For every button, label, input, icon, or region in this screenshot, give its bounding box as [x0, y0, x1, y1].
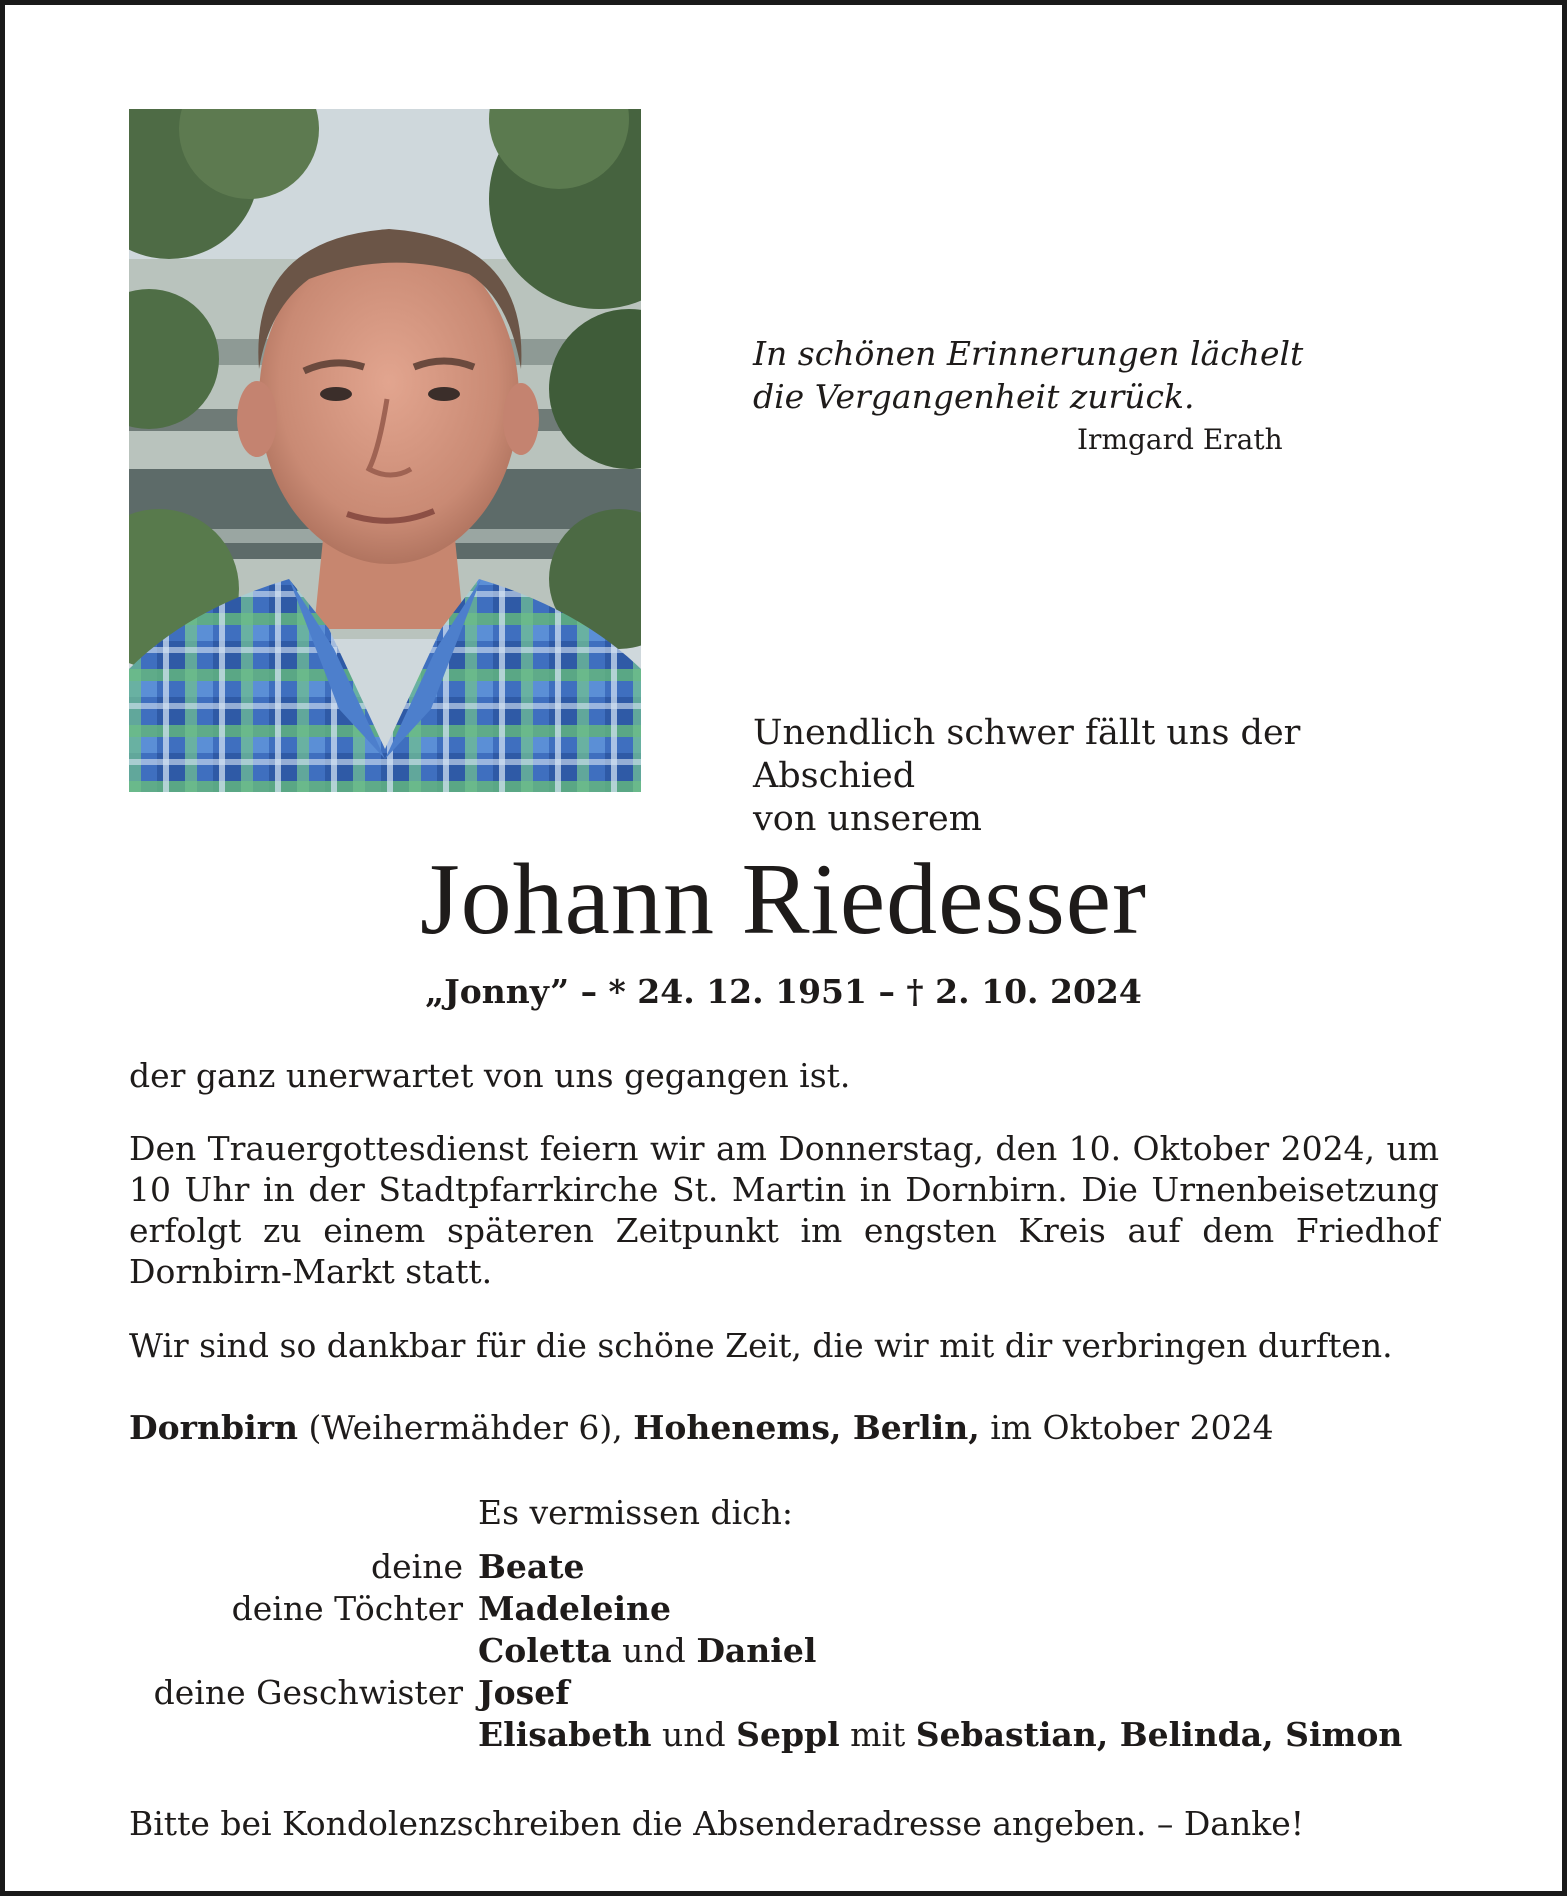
- deceased-name: Johann Riedesser: [419, 843, 1147, 956]
- mourner-names: [478, 1546, 585, 1588]
- connector-text: und: [651, 1715, 737, 1754]
- location-address: (Weihermähder 6),: [298, 1408, 634, 1447]
- mourner-names: [478, 1588, 671, 1630]
- mourner-row: [129, 1588, 1459, 1630]
- mourner-name: Daniel: [696, 1631, 817, 1670]
- mourner-relation: [129, 1630, 478, 1672]
- mourner-row: [129, 1630, 1459, 1672]
- mourner-names: [478, 1672, 569, 1714]
- mourner-relation: deine Geschwister: [153, 1673, 463, 1712]
- intro-text: [753, 712, 1473, 841]
- mourner-relation: deine: [371, 1547, 463, 1586]
- mourner-name: Elisabeth: [478, 1715, 652, 1754]
- quote-line: In schönen Erinnerungen lächelt: [753, 334, 1304, 373]
- portrait-photo: [129, 109, 641, 792]
- mourner-row: [129, 1672, 1459, 1714]
- mourner-name: Coletta: [478, 1631, 612, 1670]
- gratitude-paragraph: Wir sind so dankbar für die schöne Zeit, die wir mit dir verbringen durften.: [129, 1326, 1393, 1365]
- service-paragraph: Den Trauergottesdienst feiern wir am Donnerstag, den 10. Oktober 2024, um 10 Uhr in der Stadtpfarrkirche St. Martin in Dornbirn. Die Urnenbeisetzung erfolgt zu einem späteren Zeitpunkt im engsten Kreis auf dem Friedhof Dornbirn-Markt statt.: [129, 1129, 1439, 1291]
- mourner-relation: deine Töchter: [231, 1589, 463, 1628]
- location-others: Hohenems, Berlin,: [633, 1408, 980, 1447]
- location-date: im Oktober 2024: [979, 1408, 1274, 1447]
- mourners-list: [129, 1546, 1459, 1756]
- body-paragraph: der ganz unerwartet von uns gegangen ist.: [129, 1056, 851, 1095]
- mourner-name: Madeleine: [478, 1589, 672, 1628]
- location-city: Dornbirn: [129, 1408, 298, 1447]
- intro-line: Unendlich schwer fällt uns der Abschied: [753, 713, 1301, 796]
- connector-text: mit: [839, 1715, 916, 1754]
- mourner-name: Beate: [478, 1547, 585, 1586]
- mourner-name: Seppl: [736, 1715, 840, 1754]
- mourners-heading: Es vermissen dich:: [478, 1493, 793, 1532]
- memorial-quote: [753, 332, 1373, 458]
- life-dates: „Jonny” – * 24. 12. 1951 – † 2. 10. 2024: [425, 972, 1142, 1011]
- quote-line: die Vergangenheit zurück.: [753, 377, 1195, 416]
- connector-text: und: [611, 1631, 697, 1670]
- intro-line: von unserem: [753, 799, 982, 839]
- mourner-row: [129, 1714, 1459, 1756]
- mourner-relation: [129, 1714, 478, 1756]
- footer-note: Bitte bei Kondolenzschreiben die Absenderadresse angeben. – Danke!: [129, 1804, 1304, 1843]
- mourner-names: [478, 1714, 1402, 1756]
- mourner-name: Josef: [478, 1673, 570, 1712]
- location-line: [129, 1407, 1439, 1448]
- mourner-name: Sebastian, Belinda, Simon: [915, 1715, 1403, 1754]
- quote-author: Irmgard Erath: [1077, 423, 1283, 456]
- mourner-row: [129, 1546, 1459, 1588]
- mourner-names: [478, 1630, 816, 1672]
